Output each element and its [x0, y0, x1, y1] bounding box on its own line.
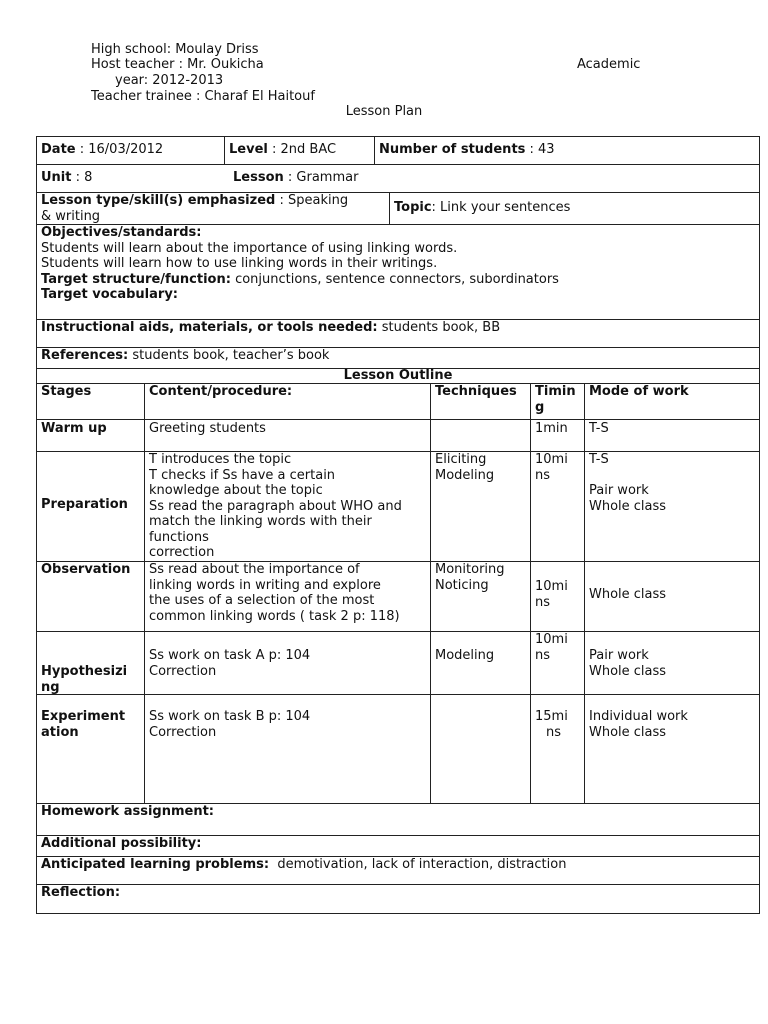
- academic-label: Academic: [577, 57, 641, 72]
- unit-label: Unit: [41, 170, 72, 185]
- technique-item: Modeling: [435, 467, 495, 483]
- experimentation-timing: [530, 695, 584, 803]
- objective-item: Students will learn about the importance of using linking words.: [41, 240, 458, 256]
- students-value: : 43: [525, 142, 555, 157]
- academic-year: year: 2012-2013: [115, 73, 224, 88]
- warmup-mode: T-S: [584, 420, 759, 451]
- warmup-techniques: [430, 420, 530, 451]
- objectives-cell: [37, 225, 759, 319]
- observation-stage-text: Observation: [41, 562, 131, 577]
- preparation-timing: [530, 452, 584, 561]
- lesson-label: Lesson: [233, 170, 284, 185]
- content-line: common linking words ( task 2 p: 118): [149, 608, 400, 624]
- school-name: High school: Moulay Driss: [91, 42, 259, 57]
- date-label: Date: [41, 142, 76, 157]
- hypothesizing-mode: [584, 632, 759, 694]
- references-label: References:: [41, 348, 129, 363]
- preparation-stage: [37, 452, 144, 561]
- hypothesizing-techniques: Modeling: [430, 632, 530, 694]
- reflection-label: Reflection:: [41, 885, 121, 900]
- experimentation-stage: [37, 695, 144, 803]
- lesson-value: : Grammar: [283, 170, 359, 185]
- homework-label: Homework assignment:: [41, 804, 214, 819]
- observation-mode: Whole class: [584, 562, 759, 631]
- hypothesizing-stage: [37, 632, 144, 694]
- timing-header: [530, 384, 584, 419]
- references-value: students book, teacher’s book: [128, 348, 330, 363]
- experimentation-techniques: [430, 695, 530, 803]
- observation-row: [37, 562, 759, 632]
- mode-item: T-S: [589, 452, 609, 467]
- hypothesizing-content: [144, 632, 430, 694]
- homework-cell: [37, 804, 759, 835]
- timing-text: 10mi: [535, 452, 568, 467]
- target-structure: [41, 272, 755, 288]
- content-line: knowledge about the topic: [149, 483, 323, 498]
- problems-value: demotivation, lack of interaction, distraction: [269, 857, 567, 872]
- content-line: Ss read the paragraph about WHO and: [149, 498, 402, 514]
- content-line: Correction: [149, 663, 217, 679]
- homework-row: [37, 804, 759, 836]
- aids-value: students book, BB: [377, 320, 501, 335]
- mode-item: Whole class: [589, 724, 667, 740]
- aids-cell: [37, 320, 759, 347]
- problems-label: Anticipated learning problems:: [41, 857, 270, 872]
- stages-header-text: Stages: [41, 384, 92, 399]
- target-structure-label: Target structure/function:: [41, 271, 231, 287]
- aids-label: Instructional aids, materials, or tools needed:: [41, 320, 378, 335]
- stages-header: [37, 384, 144, 419]
- level-cell: [224, 137, 374, 164]
- preparation-techniques: [430, 452, 530, 561]
- hypothesizing-row: [37, 632, 759, 695]
- page-title: Lesson Plan: [345, 104, 423, 119]
- topic-cell: [389, 193, 759, 224]
- additional-row: [37, 836, 759, 857]
- experimentation-mode: [584, 695, 759, 803]
- objectives-row: [37, 225, 759, 320]
- lesson-type-value: : Speaking: [275, 193, 349, 208]
- lesson-type-value-cont: & writing: [41, 208, 101, 224]
- content-line: Ss read about the importance of: [149, 562, 360, 577]
- experimentation-stage-text-cont: ation: [41, 724, 79, 740]
- content-line: T introduces the topic: [149, 452, 292, 467]
- outline-title-text: Lesson Outline: [343, 369, 453, 383]
- warmup-stage: [37, 420, 144, 451]
- mode-header-text: Mode of work: [589, 384, 689, 399]
- content-line: the uses of a selection of the most: [149, 593, 375, 608]
- content-line: correction: [149, 545, 215, 560]
- outline-header-row: [37, 384, 759, 420]
- target-structure-value: conjunctions, sentence connectors, subordinators: [230, 271, 559, 287]
- content-header-text: Content/procedure:: [149, 384, 293, 399]
- timing-text-cont: ns: [535, 647, 551, 663]
- timing-text: 15mi: [535, 709, 568, 724]
- date-value: : 16/03/2012: [75, 142, 164, 157]
- content-line: T checks if Ss have a certain: [149, 467, 336, 483]
- reflection-cell: [37, 885, 759, 913]
- students-label: Number of students: [379, 142, 526, 157]
- additional-cell: [37, 836, 759, 856]
- references-row: [37, 348, 759, 369]
- lesson-type-label: Lesson type/skill(s) emphasized: [41, 193, 276, 208]
- timing-text-cont: ns: [546, 724, 562, 740]
- timing-text-cont: ns: [535, 467, 551, 483]
- references-cell: [37, 348, 759, 368]
- technique-item: Eliciting: [435, 452, 487, 467]
- content-header: [144, 384, 430, 419]
- info-row-unit: [37, 165, 759, 193]
- mode-item: Individual work: [589, 709, 688, 724]
- outline-title: [37, 369, 759, 383]
- level-label: Level: [229, 142, 268, 157]
- unit-value: : 8: [71, 170, 93, 185]
- timing-header-text: Timin: [535, 384, 576, 399]
- mode-item: Pair work: [589, 483, 649, 498]
- students-cell: [374, 137, 759, 164]
- techniques-header: [430, 384, 530, 419]
- mode-item: Whole class: [589, 498, 667, 514]
- topic-label: Topic: [394, 200, 432, 215]
- level-value: : 2nd BAC: [267, 142, 337, 157]
- preparation-stage-text: Preparation: [41, 497, 128, 512]
- observation-techniques: [430, 562, 530, 631]
- lesson-cell: [233, 170, 358, 186]
- lesson-type-cell: [37, 193, 389, 224]
- experimentation-content: [144, 695, 430, 803]
- topic-value: : Link your sentences: [431, 200, 571, 215]
- warmup-stage-text: Warm up: [41, 421, 107, 436]
- observation-timing: [530, 562, 584, 631]
- mode-header: [584, 384, 759, 419]
- content-line: functions: [149, 529, 209, 545]
- hypothesizing-stage-text: Hypothesizi: [41, 664, 128, 679]
- host-teacher: Host teacher : Mr. Oukicha: [91, 57, 264, 72]
- content-line: Ss work on task B p: 104: [149, 709, 311, 724]
- warmup-timing: 1min: [530, 420, 584, 451]
- unit-cell: [37, 165, 759, 192]
- objective-item: Students will learn how to use linking words in their writings.: [41, 256, 438, 271]
- preparation-row: [37, 452, 759, 562]
- problems-row: [37, 857, 759, 885]
- experimentation-row: [37, 695, 759, 804]
- hypothesizing-timing: [530, 632, 584, 694]
- additional-label: Additional possibility:: [41, 836, 202, 851]
- experimentation-stage-text: Experiment: [41, 709, 126, 724]
- observation-stage: [37, 562, 144, 631]
- mode-spacer: [589, 468, 755, 484]
- reflection-row: [37, 885, 759, 913]
- date-cell: [37, 137, 224, 164]
- timing-text: 10mi: [535, 632, 568, 647]
- objectives-label: Objectives/standards:: [41, 225, 202, 240]
- mode-item: Pair work: [589, 648, 649, 663]
- content-line: Correction: [149, 724, 217, 740]
- aids-row: [37, 320, 759, 348]
- observation-content: [144, 562, 430, 631]
- preparation-content: [144, 452, 430, 561]
- warmup-content: Greeting students: [144, 420, 430, 451]
- problems-cell: [37, 857, 759, 884]
- target-vocabulary-label: Target vocabulary:: [41, 287, 178, 302]
- content-line: match the linking words with their: [149, 514, 372, 529]
- lesson-plan-table: [36, 136, 760, 914]
- mode-item: Whole class: [589, 663, 667, 679]
- timing-header-text-cont: g: [535, 399, 545, 415]
- techniques-header-text: Techniques: [435, 384, 517, 399]
- info-row-type: [37, 193, 759, 225]
- outline-title-row: [37, 369, 759, 384]
- warmup-row: [37, 420, 759, 452]
- timing-text: 10mi: [535, 579, 568, 594]
- technique-item: Noticing: [435, 577, 489, 593]
- content-line: linking words in writing and explore: [149, 577, 381, 593]
- teacher-trainee: Teacher trainee : Charaf El Haitouf: [91, 89, 315, 104]
- timing-text-cont: ns: [535, 594, 551, 610]
- hypothesizing-stage-text-cont: ng: [41, 679, 60, 694]
- technique-item: Monitoring: [435, 562, 505, 577]
- info-row-date: [37, 137, 759, 165]
- preparation-mode: [584, 452, 759, 561]
- content-line: Ss work on task A p: 104: [149, 648, 311, 663]
